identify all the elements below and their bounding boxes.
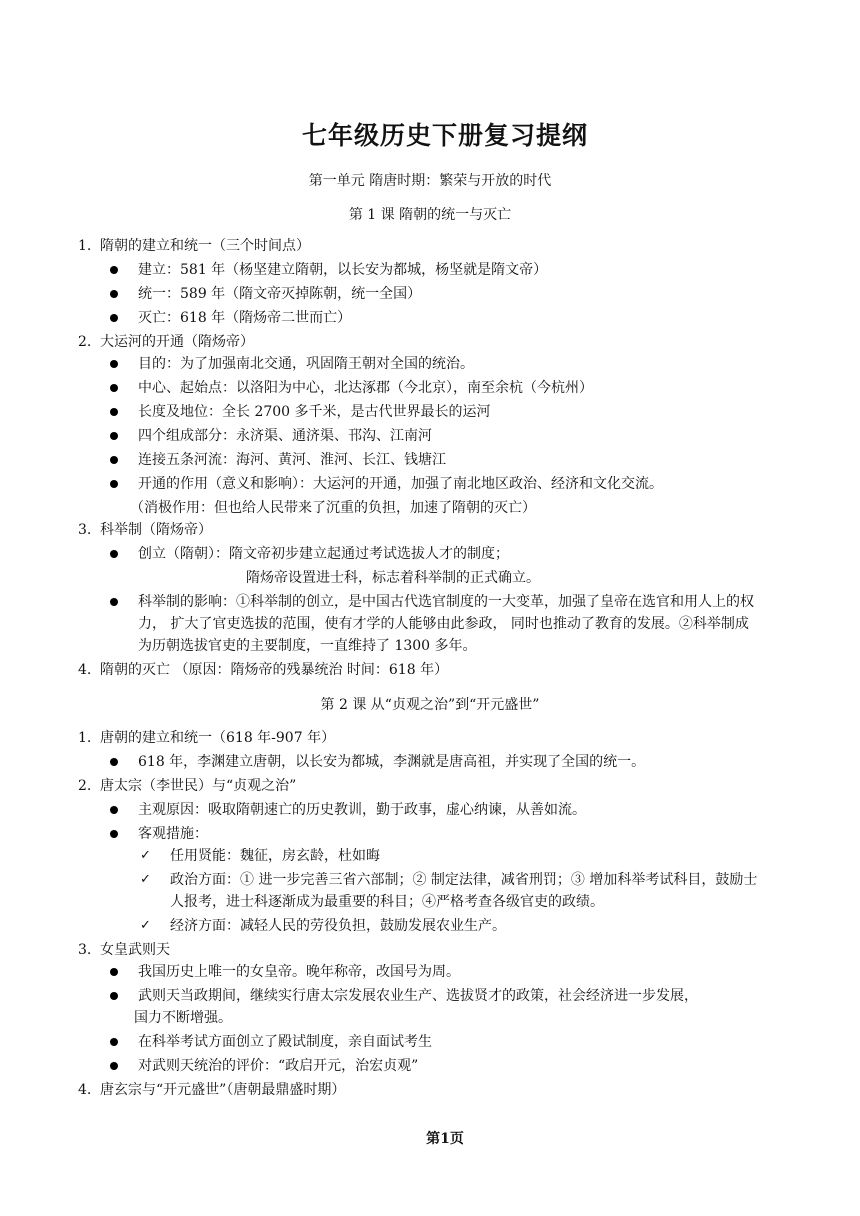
page-number: 第1页 <box>426 1131 464 1147</box>
list-item: 618 年，李渊建立唐朝，以长安为都城，李渊就是唐高祖，并实现了全国的统一。 <box>138 754 646 770</box>
bullet-icon <box>110 992 118 1000</box>
list-item: 开通的作用（意义和影响）：大运河的开通，加强了南北地区政治、经济和文化交流。 <box>138 476 663 492</box>
list-item-continuation: 隋炀帝设置进士科，标志着科举制的正式确立。 <box>246 570 540 586</box>
bullet-icon <box>110 1062 118 1070</box>
list-item: 对武则天统治的评价：“政启开元，治宏贞观” <box>138 1058 419 1074</box>
bullet-icon <box>110 598 118 606</box>
list-item-continuation: 为历朝选拔官吏的主要制度，一直维持了 1300 多年。 <box>138 638 477 654</box>
section-heading: 4. 唐玄宗与“开元盛世”（唐朝最鼎盛时期） <box>78 1082 346 1098</box>
bullet-icon <box>110 290 118 298</box>
list-item: 建立：581 年（杨坚建立隋朝，以长安为都城，杨坚就是隋文帝） <box>138 262 548 278</box>
checkmark-icon: ✓ <box>140 848 151 863</box>
lesson-title: 第 2 课 从“贞观之治”到“开元盛世” <box>320 697 540 713</box>
list-item: 我国历史上唯一的女皇帝。晚年称帝，改国号为周。 <box>138 964 460 980</box>
list-item: 科举制的影响：①科举制的创立，是中国古代选官制度的一大变革，加强了皇帝在选官和用人上的权 <box>138 594 754 610</box>
list-item: 四个组成部分：永济渠、通济渠、邗沟、江南河 <box>138 428 432 444</box>
list-item-continuation: 力， 扩大了官吏选拔的范围，使有才学的人能够由此参政， 同时也推动了教育的发展。②科举制成 <box>138 616 749 632</box>
section-heading: 3. 女皇武则天 <box>78 942 170 958</box>
checkmark-icon: ✓ <box>140 918 151 933</box>
bullet-icon <box>110 968 118 976</box>
bullet-icon <box>110 266 118 274</box>
list-item: 在科举考试方面创立了殿试制度，亲自面试考生 <box>138 1034 432 1050</box>
bullet-icon <box>110 408 118 416</box>
list-item: 中心、起始点：以洛阳为中心，北达涿郡（今北京），南至余杭（今杭州） <box>138 380 593 396</box>
bullet-icon <box>110 1038 118 1046</box>
bullet-icon <box>110 806 118 814</box>
bullet-icon <box>110 830 118 838</box>
section-heading: 4. 隋朝的灭亡 （原因：隋炀帝的残暴统治 时间：618 年） <box>78 662 449 678</box>
section-heading: 2. 大运河的开通（隋炀帝） <box>78 334 254 350</box>
list-item: 长度及地位：全长 2700 多千米，是古代世界最长的运河 <box>138 404 491 420</box>
bullet-icon <box>110 360 118 368</box>
list-item-continuation: （消极作用：但也给人民带来了沉重的负担，加速了隋朝的灭亡） <box>130 500 536 516</box>
sub-item: 经济方面：减轻人民的劳役负担，鼓励发展农业生产。 <box>170 918 506 934</box>
list-item-continuation: 国力不断增强。 <box>134 1010 232 1026</box>
bullet-icon <box>110 432 118 440</box>
unit-title: 第一单元 隋唐时期：繁荣与开放的时代 <box>308 173 552 189</box>
list-item: 统一：589 年（隋文帝灭掉陈朝，统一全国） <box>138 286 422 302</box>
list-item: 连接五条河流：海河、黄河、淮河、长江、钱塘江 <box>138 452 446 468</box>
bullet-icon <box>110 480 118 488</box>
list-item: 灭亡：618 年（隋炀帝二世而亡） <box>138 310 352 326</box>
list-item: 主观原因：吸取隋朝速亡的历史教训，勤于政事，虚心纳谏，从善如流。 <box>138 802 586 818</box>
section-heading: 1. 唐朝的建立和统一（618 年-907 年） <box>78 730 336 746</box>
list-item: 创立（隋朝）：隋文帝初步建立起通过考试选拔人才的制度； <box>138 546 509 562</box>
page-title: 七年级历史下册复习提纲 <box>301 121 588 150</box>
section-heading: 1. 隋朝的建立和统一（三个时间点） <box>78 238 310 254</box>
checkmark-icon: ✓ <box>140 872 151 887</box>
bullet-icon <box>110 758 118 766</box>
bullet-icon <box>110 456 118 464</box>
sub-item: 政治方面：① 进一步完善三省六部制；② 制定法律，减省刑罚；③ 增加科举考试科目，鼓励士 <box>170 872 758 888</box>
bullet-icon <box>110 550 118 558</box>
list-item: 目的：为了加强南北交通，巩固隋王朝对全国的统治。 <box>138 356 474 372</box>
bullet-icon <box>110 384 118 392</box>
list-item: 武则天当政期间，继续实行唐太宗发展农业生产、选拔贤才的政策，社会经济进一步发展， <box>138 988 698 1004</box>
section-heading: 3. 科举制（隋炀帝） <box>78 522 212 538</box>
bullet-icon <box>110 314 118 322</box>
lesson-title: 第 1 课 隋朝的统一与灭亡 <box>348 207 512 223</box>
section-heading: 2. 唐太宗（李世民）与“贞观之治” <box>78 778 297 794</box>
sub-item-continuation: 人报考，进士科逐渐成为最重要的科目；④严格考查各级官吏的政绩。 <box>170 894 604 910</box>
sub-item: 任用贤能：魏征，房玄龄，杜如晦 <box>170 848 380 864</box>
list-item: 客观措施： <box>138 826 208 842</box>
